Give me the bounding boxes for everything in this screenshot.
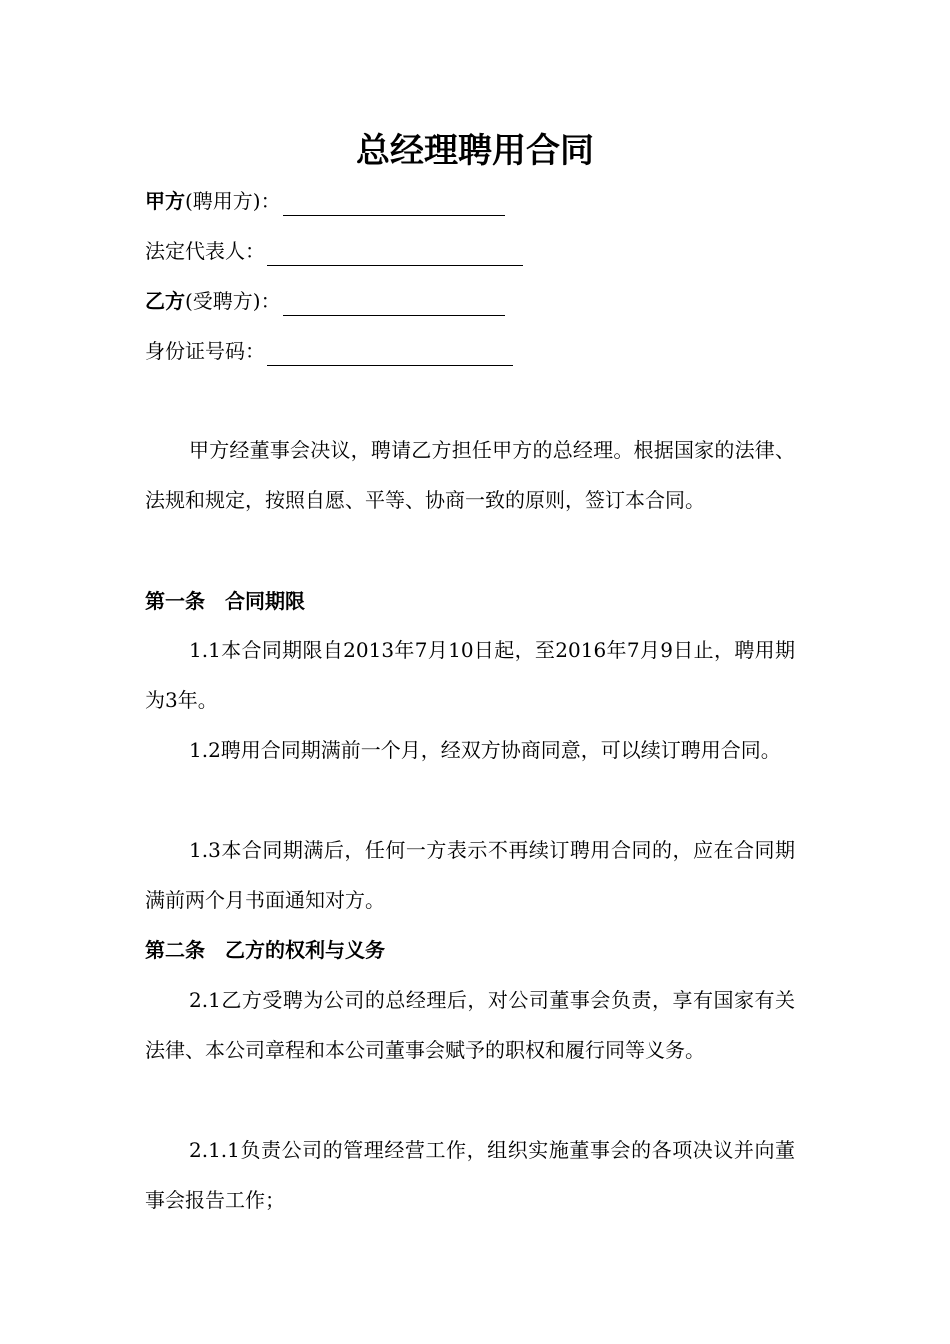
article2-clause-2-1: 2.1乙方受聘为公司的总经理后，对公司董事会负责，享有国家有关法律、本公司章程和本公司董事会赋予的职权和履行同等义务。 bbox=[145, 988, 795, 1062]
party-b-label-suffix: (受聘方)： bbox=[185, 289, 281, 313]
id-number-blank-line[interactable] bbox=[267, 343, 513, 366]
article2-heading: 第二条 乙方的权利与义务 bbox=[145, 938, 385, 962]
field-legal-rep bbox=[145, 236, 523, 266]
field-party-a bbox=[145, 186, 505, 216]
party-b-blank-line[interactable] bbox=[283, 293, 505, 316]
field-id-number bbox=[145, 336, 513, 366]
legal-rep-label: 法定代表人： bbox=[145, 239, 265, 263]
id-number-label: 身份证号码： bbox=[145, 339, 265, 363]
article1-clause-1-1: 1.1本合同期限自2013年7月10日起，至2016年7月9日止，聘用期为3年。 bbox=[145, 638, 795, 712]
party-a-blank-line[interactable] bbox=[283, 193, 505, 216]
article1-clause-1-3: 1.3本合同期满后，任何一方表示不再续订聘用合同的，应在合同期满前两个月书面通知对方。 bbox=[145, 838, 795, 912]
field-party-b bbox=[145, 286, 505, 316]
article2-clause-2-1-1: 2.1.1负责公司的管理经营工作，组织实施董事会的各项决议并向董事会报告工作； bbox=[145, 1138, 795, 1212]
legal-rep-blank-line[interactable] bbox=[267, 243, 523, 266]
party-b-label: 乙方 bbox=[145, 289, 185, 313]
party-a-label: 甲方 bbox=[145, 189, 185, 213]
intro-paragraph: 甲方经董事会决议，聘请乙方担任甲方的总经理。根据国家的法律、法规和规定，按照自愿、平等、协商一致的原则，签订本合同。 bbox=[145, 438, 795, 512]
party-a-label-suffix: (聘用方)： bbox=[185, 189, 281, 213]
article1-clause-1-2: 1.2聘用合同期满前一个月，经双方协商同意，可以续订聘用合同。 bbox=[189, 738, 781, 762]
article1-heading: 第一条 合同期限 bbox=[145, 589, 305, 613]
document-title: 总经理聘用合同 bbox=[356, 131, 594, 171]
